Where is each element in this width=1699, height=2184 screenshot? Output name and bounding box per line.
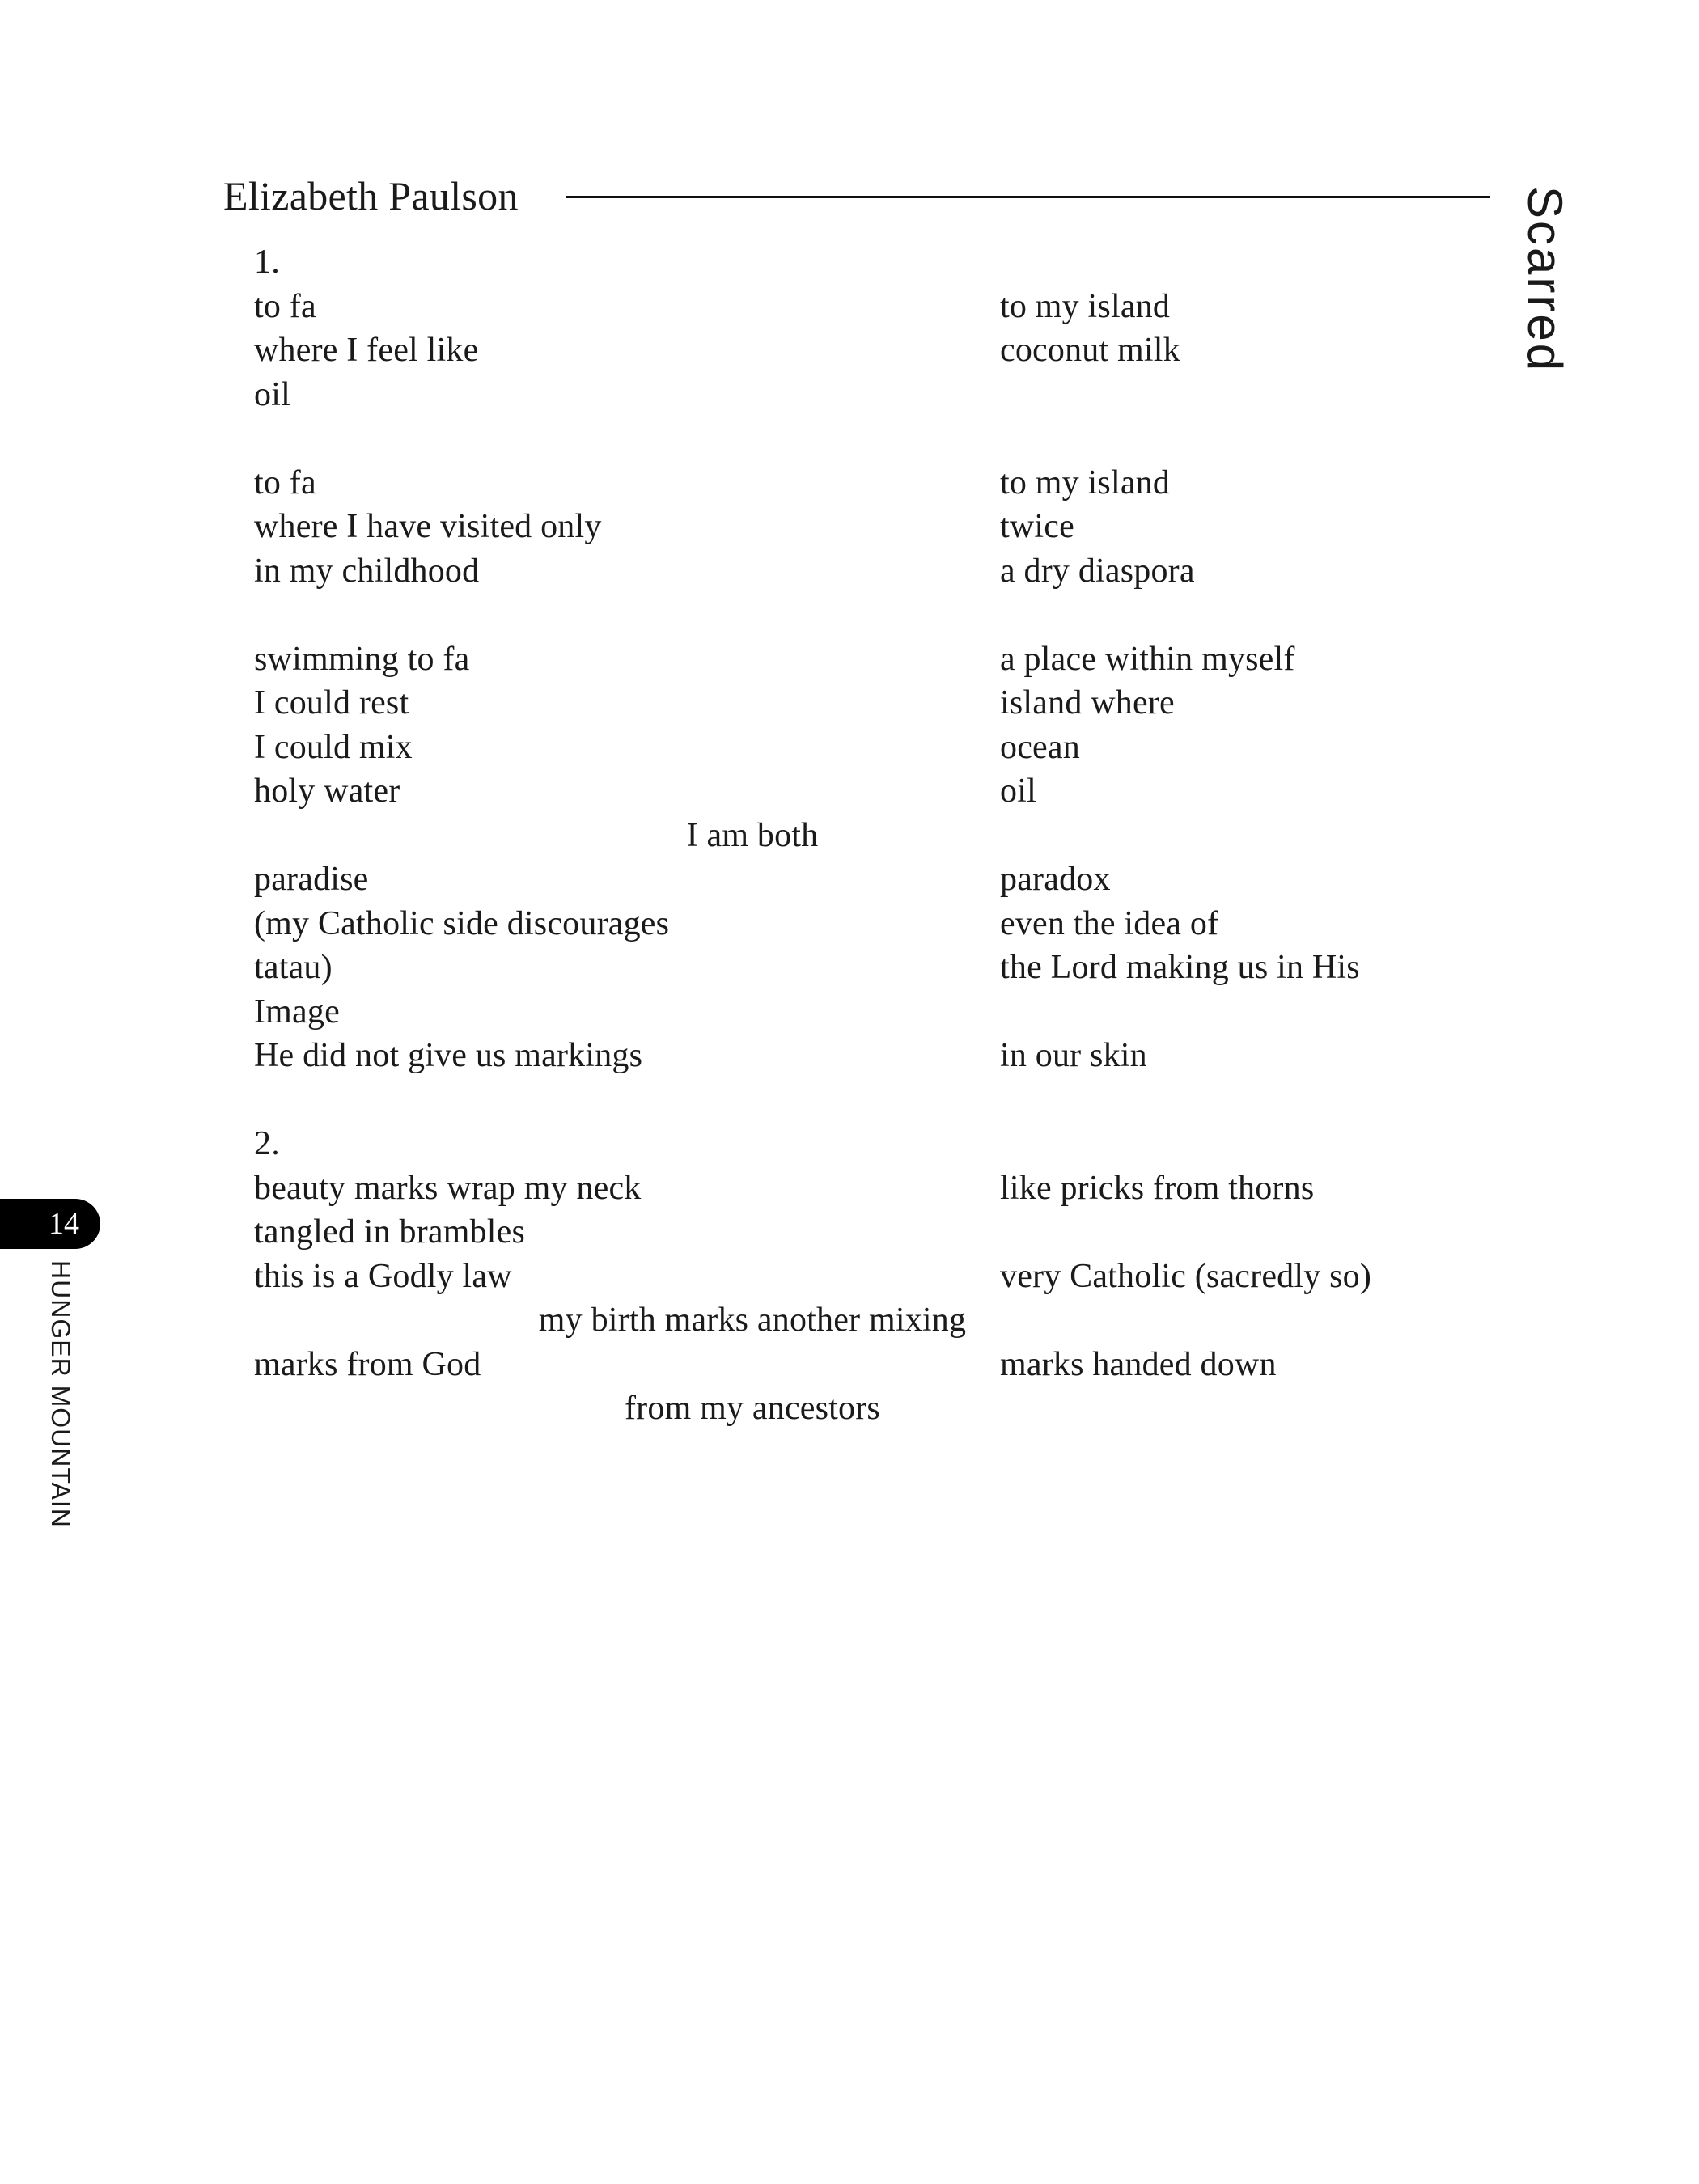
poem-line: paradise [254,861,369,898]
poem-line: ocean [1000,729,1080,766]
poem-line: He did not give us markings [254,1037,643,1074]
section-number: 2. [254,1125,280,1162]
poem-line: tangled in brambles [254,1213,526,1251]
poem-line-centered: from my ancestors [625,1390,880,1427]
poem-line: a dry diaspora [1000,552,1195,590]
poem-line: in my childhood [254,552,480,590]
poem-line: marks from God [254,1346,481,1383]
poem-line: twice [1000,508,1074,545]
poem-line: paradox [1000,861,1111,898]
poem-line: I could rest [254,684,409,722]
poem-line: beauty marks wrap my neck [254,1170,642,1207]
poem-line: in our skin [1000,1037,1147,1074]
header-rule [566,196,1490,198]
author-name: Elizabeth Paulson [223,173,519,218]
poem-line: this is a Godly law [254,1258,512,1295]
poem-line-centered: my birth marks another mixing [538,1302,967,1339]
poem-line: to my island [1000,464,1171,502]
poem-line: I could mix [254,729,413,766]
poem-line: a place within myself [1000,641,1295,678]
section-number: 1. [254,243,280,281]
poem-line: island where [1000,684,1175,722]
poem-line: to my island [1000,288,1171,325]
poem-line: coconut milk [1000,332,1180,369]
poem-line: where I feel like [254,332,479,369]
poem-line: (my Catholic side discourages [254,905,670,942]
poem-line: where I have visited only [254,508,602,545]
poem-line: oil [254,376,290,413]
poem-line: oil [1000,772,1036,810]
poem-line: like pricks from thorns [1000,1170,1315,1207]
poem-line: marks handed down [1000,1346,1277,1383]
poem-line: holy water [254,772,400,810]
poem-line: tatau) [254,949,333,986]
poem-line: the Lord making us in His [1000,949,1360,986]
poem-line: to fa [254,464,316,502]
poem-line: to fa [254,288,316,325]
poem-line: swimming to fa [254,641,470,678]
journal-name: HUNGER MOUNTAIN [46,1260,75,1528]
poem-line-centered: I am both [686,817,819,854]
page-number: 14 [49,1207,79,1241]
page-number-tab [0,1199,100,1249]
poem-line: even the idea of [1000,905,1219,942]
poem-title: Scarred [1518,186,1572,374]
poem-line: very Catholic (sacredly so) [1000,1258,1372,1295]
poem-line: Image [254,993,340,1031]
